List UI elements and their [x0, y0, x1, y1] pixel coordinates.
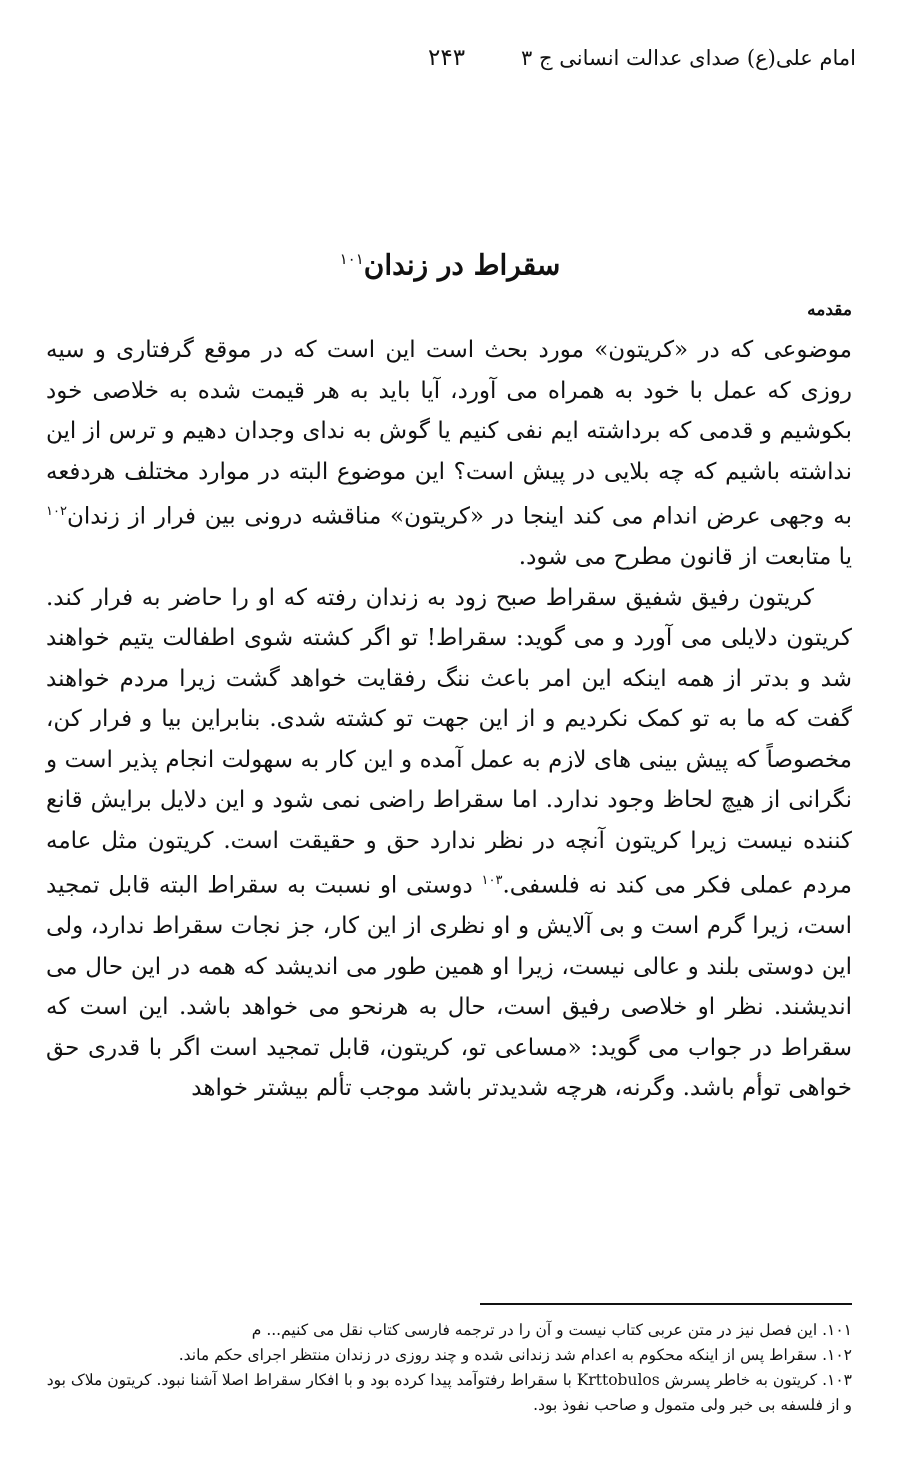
footnote-101: ۱۰۱. این فصل نیز در متن عربی کتاب نیست و آن را در ترجمه فارسی کتاب نقل می کنیم... م: [251, 1321, 852, 1339]
footnotes: [40, 1318, 852, 1418]
chapter-title: [0, 231, 900, 293]
footnote-ref-101: ۱۰۱: [339, 249, 364, 268]
section-label: مقدمه: [807, 300, 852, 320]
chapter-title-text: سقراط در زندان: [363, 248, 561, 282]
footnote-ref-103: ۱۰۳: [481, 873, 503, 889]
paragraph-1-text: موضوعی که در «کریتون» مورد بحث است این است که در موقع گرفتاری و سیه روزی که عمل با خود به همراه می آورد، آیا باید به هر قیمت شده به خلاصی خود بکوشیم و قدمی که برداشته ایم نفی کنیم یا گوش به ندای وجدان دهیم و ترس از این نداشته باشیم که چه بلایی در پیش است؟ این موضوع البته در موارد مختلف هردفعه به وجهی عرض اندام می کند اینجا در «کریتون» مناقشه درونی بین فرار از زندان: [46, 337, 852, 530]
running-header: [40, 38, 856, 78]
book-title: امام علی(ع) صدای عدالت انسانی ج ۳: [521, 46, 856, 70]
paragraph-1-text-cont: یا متابعت از قانون مطرح می شود.: [518, 544, 852, 571]
paragraph-2: [46, 578, 852, 1109]
footnote-103: ۱۰۳. کریتون به خاطر پسرش Krttobulos با سقراط رفتوآمد پیدا کرده بود و با افکار سقراط اصلا آشنا نبود. کریتون ملاک بود و از فلسفه بی خبر ولی متمول و صاحب نفوذ بود.: [46, 1371, 852, 1414]
paragraph-2-text: کریتون رفیق شفیق سقراط صبح زود به زندان رفته که او را حاضر به فرار کند. کریتون دلایلی می آورد و می گوید: سقراط! تو اگر کشته شوی اطفالت یتیم خواهند شد و بدتر از همه اینکه این امر باعث ننگ رفقایت خواهد گشت زیرا مردم خواهند گفت که ما به تو کمک نکردیم و از این جهت تو کشته شدی. بنابراین بیا و فرار کن، مخصوصاً که پیش بینی های لازم به عمل آمده و این کار به سهولت انجام پذیر است و نگرانی از هیچ لحاظ وجود ندارد. اما سقراط راضی نمی شود و این دلایل برایش قانع کننده نیست زیرا کریتون آنچه در نظر ندارد حق و حقیقت است. کریتون مثل عامه مردم عملی فکر می کند نه فلسفی.: [46, 584, 852, 899]
paragraph-2-text-cont: دوستی او نسبت به سقراط البته قابل تمجید است، زیرا گرم است و بی آلایش و او نظری از این کار، جز نجات سقراط ندارد، ولی این دوستی بلند و عالی نیست، زیرا او همین طور می اندیشد که همه در این حال می اندیشند. نظر او خلاصی رفیق است، حال به هرنحو می خواهد باشد. این است که سقراط در جواب می گوید: «مساعی تو، کریتون، قابل تمجید است اگر با قدری حق خواهی توأم باشد. وگرنه، هرچه شدیدتر باشد موجب تألم بیشتر خواهد: [46, 872, 852, 1102]
footnote-ref-102: ۱۰۲: [46, 504, 67, 519]
body-text: [46, 330, 852, 1109]
footnote-102: ۱۰۲. سقراط پس از اینکه محکوم به اعدام شد زندانی شده و چند روزی در زندان منتظر اجرای حکم ماند.: [178, 1346, 852, 1364]
paragraph-1: [46, 330, 852, 578]
footnote-divider: [480, 1303, 852, 1305]
page-number: ۲۴۳: [428, 45, 466, 71]
